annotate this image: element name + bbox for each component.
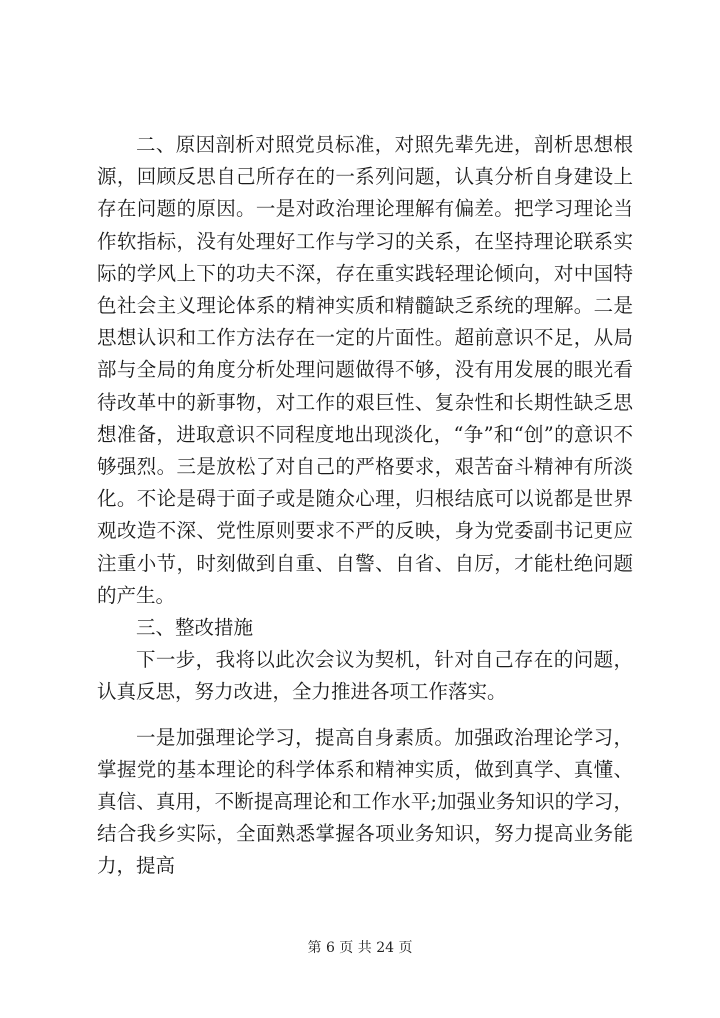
section-heading-rectification: 三、整改措施 (136, 616, 254, 640)
page-footer: 第 6 页 共 24 页 (307, 940, 413, 956)
paragraph-cause-analysis: 二、原因剖析对照党员标准，对照先辈先进，剖析思想根源，回顾反思自己所存在的一系列问题，认真分析自身建设上存在问题的原因。一是对政治理论理解有偏差。把学习理论当作软指标，没有处理好工作与学习的关系，在坚持理论联系实际的学风上下的功夫不深，存在重实践轻理论倾向，对中国特色社会主义理论体系的精神实质和精髓缺乏系统的理解。二是思想认识和工作方法存在一定的片面性。超前意识不足，从局部与全局的角度分析处理问题做得不够，没有用发展的眼光看待改革中的新事物，对工作的艰巨性、复杂性和长期性缺乏思想准备，进取意识不同程度地出现淡化，“争”和“创”的意识不够强烈。三是放松了对自己的严格要求，艰苦奋斗精神有所淡化。不论是碍于面子或是随众心理，归根结底可以说都是世界观改造不深、党性原则要求不严的反映，身为党委副书记更应注重小节，时刻做到自重、自警、自省、自厉，才能杜绝问题的产生。 (97, 133, 633, 607)
paragraph-plan-item-1: 一是加强理论学习，提高自身素质。加强政治理论学习，掌握党的基本理论的科学体系和精神实质，做到真学、真懂、真信、真用，不断提高理论和工作水平;加强业务知识的学习，结合我乡实际，全面熟悉掌握各项业务知识，努力提高业务能力，提高 (97, 725, 633, 878)
document-body (97, 129, 633, 883)
paragraph-plan-intro: 下一步，我将以此次会议为契机，针对自己存在的问题，认真反思，努力改进，全力推进各项工作落实。 (97, 648, 633, 704)
